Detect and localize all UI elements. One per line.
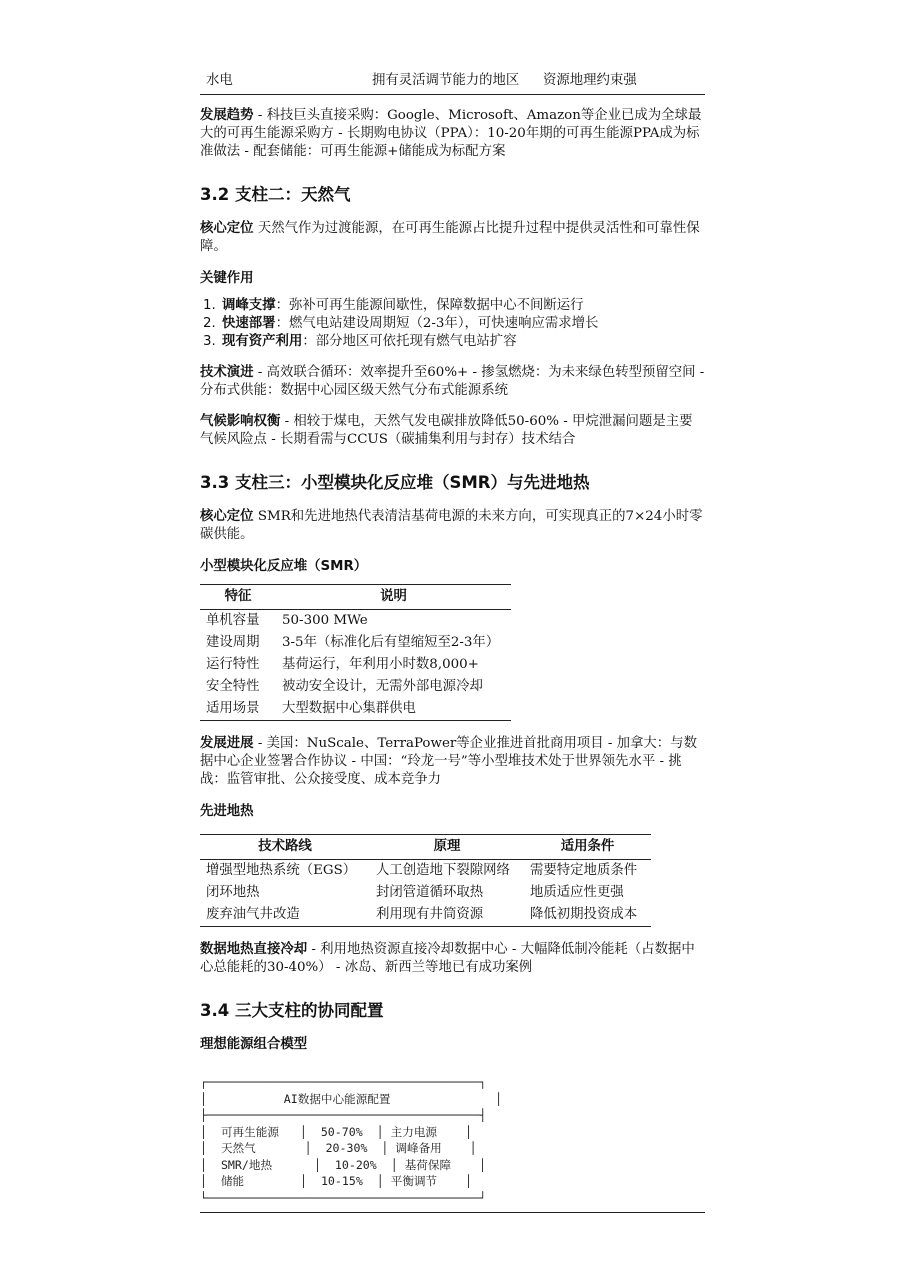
table-header: 说明 [276,585,511,610]
section-3-4-heading: 3.4 三大支柱的协同配置 [200,1001,384,1020]
box-cell: 调峰备用 [395,1141,442,1155]
s32-climate-text: - 相较于煤电，天然气发电碳排放降低50-60% - 甲烷泄漏问题是主要气候风险点 - 长期看需与CCUS（碳捕集利用与封存）技术结合 [200,414,693,447]
table-row [200,676,511,698]
s33-progress-label: 发展进展 [200,736,254,751]
energy-config-box: ┌───────────────────────────────────────┐ │ AI数据中心能源配置 │ ├───────────────────────────────────────┤ │ 可再生能源 │ 50-70% │ 主力电源 │ │ 天然气 │ 20-30% │ 调峰备用 │ │ SMR/地热 │ 10-20% │ 基荷保障 │ │ 储能 │ 10-15% │ 平衡调节 │ └───────────────────────────────────────┘ [200,1075,503,1205]
s32-climate-label: 气候影响权衡 [200,414,281,429]
table-header-row [200,835,651,860]
table-cell: 需要特定地质条件 [530,863,638,878]
list-item [220,297,705,315]
table-cell: 建设周期 [206,635,260,650]
table-header: 适用条件 [524,835,651,860]
role-text: ：燃气电站建设周期短（2-3年），可快速响应需求增长 [275,316,599,331]
smr-table [200,584,511,721]
table-row [200,860,651,883]
table-cell: 资源地理约束强 [543,73,637,88]
table-cell: 大型数据中心集群供电 [282,701,416,716]
smr-heading: 小型模块化反应堆（SMR） [200,559,368,574]
table-header: 原理 [370,835,524,860]
table-cell: 增强型地热系统（EGS） [206,863,357,878]
table-row [200,882,651,904]
box-cell: 平衡调节 [390,1174,438,1188]
role-label: 调峰支撑 [222,298,276,313]
table-row [200,698,511,721]
box-title: AI数据中心能源配置 [283,1091,391,1106]
role-text: ：部分地区可依托现有燃气电站扩容 [302,334,517,349]
box-cell: 基荷保障 [404,1157,452,1172]
table-cell: 水电 [206,73,233,88]
box-cell: 10-20% [334,1157,377,1172]
table-row [200,610,511,633]
continued-table-row [200,68,705,95]
table-cell: 基荷运行，年利用小时数8,000+ [282,657,479,672]
document-content [200,68,705,1206]
table-header: 特征 [200,585,276,610]
section-3-3-heading: 3.3 支柱三：小型模块化反应堆（SMR）与先进地热 [200,473,590,492]
table-row [200,632,511,654]
footer-rule [200,1212,705,1213]
s32-core-label: 核心定位 [200,221,254,236]
s32-core-paragraph [200,220,705,256]
s33-core-label: 核心定位 [200,509,254,524]
s32-tech-paragraph [200,364,705,400]
table-cell: 安全特性 [206,679,260,694]
list-item [220,333,705,351]
box-cell: 20-30% [325,1141,368,1155]
table-cell: 3-5年（标准化后有望缩短至2-3年） [282,635,500,650]
box-cell: 天然气 [220,1141,256,1155]
table-header: 技术路线 [200,835,370,860]
table-cell: 拥有灵活调节能力的地区 [372,73,520,88]
s32-roles-list [200,297,705,351]
s33-cooling-paragraph [200,941,705,977]
table-cell: 闭环地热 [206,885,260,900]
role-label: 快速部署 [222,316,276,331]
table-cell: 单机容量 [206,613,260,628]
table-cell: 人工创造地下裂隙网络 [376,863,510,878]
s32-core-text: 天然气作为过渡能源，在可再生能源占比提升过程中提供灵活性和可靠性保障。 [200,221,700,254]
s32-tech-text: - 高效联合循环：效率提升至60%+ - 掺氢燃烧：为未来绿色转型预留空间 - 分布式供能：数据中心园区级天然气分布式能源系统 [200,365,705,398]
role-text: ：弥补可再生能源间歇性，保障数据中心不间断运行 [275,298,584,313]
s33-core-text: SMR和先进地热代表清洁基荷电源的未来方向，可实现真正的7×24小时零碳供能。 [200,509,703,542]
table-cell: 封闭管道循环取热 [376,885,484,900]
table-cell: 运行特性 [206,657,260,672]
geothermal-table [200,834,651,927]
box-cell: 可再生能源 [220,1124,279,1139]
trend-text: - 科技巨头直接采购：Google、Microsoft、Amazon等企业已成为全球最大的可再生能源采购方 - 长期购电协议（PPA）：10-20年期的可再生能源PPA成为标准做法 - 配套储能：可再生能源+储能成为标配方案 [200,108,702,159]
table-cell: 适用场景 [206,701,260,716]
role-label: 现有资产利用 [222,334,303,349]
s33-progress-paragraph [200,735,705,789]
box-cell: 50-70% [320,1124,363,1139]
table-row [200,654,511,676]
table-cell: 废弃油气井改造 [206,907,300,922]
geothermal-heading: 先进地热 [200,804,254,819]
box-line: ┌───────────────────────────────────────┐ [200,1075,487,1089]
s32-climate-paragraph [200,413,705,449]
table-cell: 地质适应性更强 [530,885,624,900]
s33-cooling-label: 数据地热直接冷却 [200,942,308,957]
s32-roles-heading: 关键作用 [200,271,254,286]
table-cell: 50-300 MWe [282,613,368,628]
box-cell: 主力电源 [390,1124,438,1139]
box-cell: 储能 [220,1174,245,1188]
s33-core-paragraph [200,508,705,544]
trend-paragraph [200,107,705,161]
list-item [220,315,705,333]
box-cell: SMR/地热 [220,1157,273,1172]
table-header-row [200,585,511,610]
table-row [200,904,651,927]
trend-label: 发展趋势 [200,108,254,123]
table-cell: 降低初期投资成本 [530,907,638,922]
box-cell: 10-15% [320,1174,363,1188]
table-cell: 利用现有井筒资源 [376,907,484,922]
s32-tech-label: 技术演进 [200,365,254,380]
model-heading: 理想能源组合模型 [200,1037,308,1052]
section-3-2-heading: 3.2 支柱二：天然气 [200,185,351,204]
s33-cooling-text: - 利用地热资源直接冷却数据中心 - 大幅降低制冷能耗（占数据中心总能耗的30-40%） - 冰岛、新西兰等地已有成功案例 [200,942,695,975]
table-cell: 被动安全设计，无需外部电源冷却 [282,679,483,694]
s33-progress-text: - 美国：NuScale、TerraPower等企业推进首批商用项目 - 加拿大：与数据中心企业签署合作协议 - 中国：“玲龙一号”等小型堆技术处于世界领先水平 - 挑战：监管审批、公众接受度、成本竞争力 [200,736,697,787]
